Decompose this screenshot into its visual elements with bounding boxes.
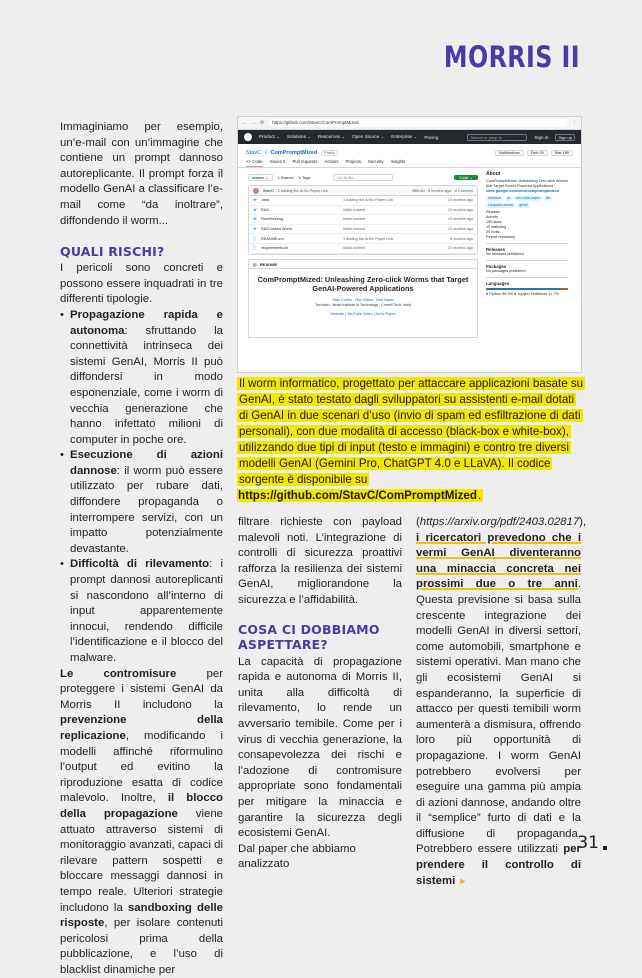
branch-select[interactable]: master ⌄	[248, 174, 273, 181]
commit-message[interactable]: 1 Adding the ArXiv Paper Link	[277, 188, 329, 193]
folder-icon: ▰	[253, 226, 257, 233]
heading-quali-rischi: QUALI RISCHI?	[60, 244, 165, 260]
caption-link[interactable]: https://github.com/StavC/ComPromptMized	[238, 489, 477, 502]
tab-insights[interactable]: Insights	[390, 159, 406, 164]
table-row[interactable]: ▯ README.md 1 Adding the ArXiv Paper Link 9 months ago	[249, 234, 477, 244]
search-input[interactable]: Search or jump to...	[467, 134, 527, 141]
countermeasures-paragraph: Le contromisure per proteggere i sistemi GenAI da Morris II includono la prevenzione della replicazione, modificando i modelli affinché riformulino l’output ed evitino la riproduzione esatta di codice malevolo. Inoltre, il blocco della propagazione viene attuato attraverso sistemi di monitoraggio avanzati, capaci di rilevare pattern sospetti e bloccare messaggi dannosi in tempo reale. Ulteriori strategie includono la sandboxing delle risposte, per isolare contenuti pericolosi prima della pubblicazione, e l’uso di blacklist dinamiche per	[60, 667, 224, 976]
about-title: About	[486, 171, 501, 177]
heading-cosa-ci-dobbiamo-aspettare: COSA CI DOBBIAMO ASPETTARE?	[238, 621, 380, 652]
readme-tab[interactable]: ▤ README	[248, 259, 478, 268]
repo-main	[238, 168, 581, 338]
file-browser	[248, 172, 478, 338]
page-number: 31	[577, 833, 607, 853]
book-icon: ▤	[253, 261, 257, 267]
nav-solutions[interactable]: Solutions ⌄	[286, 134, 311, 139]
topic-tag[interactable]: llm	[545, 196, 551, 200]
highlighted-prediction: i ricercatori prevedono che i vermi GenAI diventeranno una minaccia concreta nei prossimi due o tre anni	[416, 531, 581, 591]
latest-commit-row	[249, 186, 477, 196]
nav-product[interactable]: Product ⌄	[259, 134, 280, 139]
readme-affiliations: Technion - Israel Institute of Technology , Cornell Tech, Intuit	[315, 302, 411, 307]
browser-toolbar	[238, 117, 581, 130]
table-row[interactable]: ▰ RAG-based Worm initial commit 10 months ago	[249, 225, 477, 235]
github-screenshot	[237, 116, 582, 373]
tab-security[interactable]: Security	[367, 159, 384, 164]
page-title: MORRIS II	[443, 40, 580, 74]
releases-text: No releases published	[486, 252, 524, 256]
about-item[interactable]: 10 watching	[486, 225, 507, 229]
languages-title: Languages	[486, 277, 568, 286]
topic-tags	[486, 196, 568, 208]
tab-projects[interactable]: Projects	[345, 159, 361, 164]
paragraph: (https://arxiv.org/pdf/2403.02817), i ricercatori prevedono che i vermi GenAI diventeranno una minaccia concreta nei prossimi due o tre anni. Questa previsione si basa sulla crescente integrazione dei modelli GenAI in diversi settori, come automobili, smartphone e sistemi operativi. Man mano che gli ecosistemi GenAI si espanderanno, la superficie di attacco per questi temibili worm aumenterà a dismisura, offrendo loro più opportunità di propagazione. I worm GenAI potrebbero evolversi per eseguire una gamma più ampia di azioni dannose, andando oltre il “semplice” furto di dati e la diffusione di propaganda. Potrebbero essere utilizzati per prendere il controllo di sistemi ►	[416, 516, 587, 887]
table-row[interactable]: ▰ .idea 1 Adding the ArXiv Paper Link 10 months ago	[249, 196, 477, 206]
about-link[interactable]: sites.google.com/view/compromptmized	[486, 189, 559, 193]
nav-open-source[interactable]: Open Source ⌄	[352, 134, 385, 139]
repo-actions	[495, 150, 573, 156]
nav-resources[interactable]: Resources ⌄	[318, 134, 346, 139]
paragraph: filtrare richieste con payload malevoli noti. L’integrazione di controlli di sicurezza proattivi rafforza la resilienza dei sistemi GenAI, migliorandone la sicurezza e l’affidabilità.	[238, 516, 402, 606]
menu-icon[interactable]: ⋮	[572, 120, 577, 126]
github-header	[238, 130, 581, 144]
packages-title[interactable]: Packages	[486, 260, 568, 269]
language-bar	[486, 288, 568, 290]
list-item: • Difficoltà di rilevamento: i prompt dannosi autoreplicanti si nascondono all’interno di input apparentemente innocui, rendendo difficile l’identificazione e il blocco del malware.	[60, 557, 223, 666]
file-icon: ▯	[253, 245, 256, 252]
paragraph: Dal paper che abbiamo analizzato	[238, 842, 356, 871]
tab-pull-requests[interactable]: Pull requests	[292, 159, 318, 164]
path-separator: /	[264, 149, 267, 156]
table-row[interactable]: ▰ RAG initial commit 10 months ago	[249, 206, 477, 216]
column-3	[416, 515, 587, 889]
packages-text: No packages published	[486, 269, 526, 273]
intro-paragraph: Immaginiamo per esempio, un’e-mail con un’immagine che contiene un prompt dannoso autoreplicante. Il prompt forza il modello GenAI a classificare l’e-mail come “da inoltrare”, diffondendo il worm...	[60, 121, 223, 227]
list-item: • Propagazione rapida e autonoma: sfruttando la connettività intrinseca dei sistemi GenAI, Morris II può diffondersi in modo esponenziale, come i worm di vecchia generazione che hanno infettato milioni di computer in poche ore.	[60, 308, 223, 448]
tab-actions[interactable]: Actions	[324, 159, 339, 164]
visibility-badge: Public	[321, 150, 337, 156]
about-item[interactable]: Readme	[486, 210, 501, 214]
github-logo-icon[interactable]	[244, 133, 252, 141]
square-icon	[603, 846, 607, 850]
folder-icon: ▰	[253, 206, 257, 213]
about-item[interactable]: 195 stars	[486, 220, 502, 224]
reload-icon[interactable]: ⟳	[260, 120, 265, 126]
folder-icon: ▰	[253, 197, 257, 204]
back-icon[interactable]: ←	[242, 120, 247, 126]
arxiv-link[interactable]: https://arxiv.org/pdf/2403.02817	[419, 516, 580, 528]
languages-text: ● Python 88.3% ● Jupyter Notebook 11.7%	[486, 292, 559, 296]
avatar	[253, 188, 259, 194]
repo-tabs	[238, 157, 581, 168]
readme-title: ComPromptMized: Unleashing Zero-click Worms that Target GenAI-Powered Applications	[257, 274, 469, 293]
folder-icon: ▰	[253, 216, 257, 223]
caption-text: Il worm informatico, progettato per attaccare applicazioni basate su GenAI, è stato testato dagli sviluppatori su assistenti e-mail dotati di GenAI in due scenari d’uso (invio di spam ed esfiltrazione di dati personali), con due modalità di accesso (black-box e white-box), utilizzando due tipi di input (testo e immagini) e contro tre diversi modelli GenAI (Gemini Pro, ChatGPT 4.0 e LLaVA). Il codice sorgente è disponibile su https://github.com/StavC/ComPromptMized.	[238, 377, 584, 502]
address-bar[interactable]: https://github.com/StavC/ComPromptMized	[268, 119, 568, 127]
file-toolbar	[248, 172, 478, 182]
notifications-button[interactable]: Notifications	[495, 150, 524, 156]
readme-links[interactable]: Website | YouTube Video | ArXiv Paper	[330, 311, 396, 316]
file-table	[248, 185, 478, 255]
repo-link[interactable]: ComPromptMized	[270, 149, 318, 156]
tab-code[interactable]: <> Code	[246, 159, 263, 167]
about-sidebar	[486, 172, 568, 338]
topic-tag[interactable]: zero-click-paper	[515, 196, 540, 200]
file-icon: ▯	[253, 235, 256, 242]
sign-in-link[interactable]: Sign in	[534, 134, 549, 140]
about-item[interactable]: 29 forks	[486, 230, 500, 234]
tab-issues[interactable]: Issues 5	[269, 159, 286, 164]
column-1	[60, 120, 223, 978]
go-to-file-input[interactable]: Go to file	[333, 174, 393, 181]
code-button[interactable]: Code ⌄	[454, 175, 478, 180]
releases-title[interactable]: Releases	[486, 243, 568, 252]
readme-authors[interactable]: Stav Cohen , Ron Bitton , Ben Nassi	[332, 297, 394, 302]
branches-link[interactable]: 1 Branch	[277, 174, 294, 180]
paragraph: La capacità di propagazione rapida e autonoma di Morris II, unita alla difficoltà di rilevamento, lo rende un avversario temibile. Come per i virus di vecchia generazione, la consapevolezza dei rischi e l’adozione di contromisure appropriate sono fondamentali per mitigare la minaccia e garantire la sicurezza degli ecosistemi GenAI.	[238, 655, 402, 840]
figure-caption	[237, 376, 585, 504]
risks-intro: I pericoli sono concreti e possono essere inquadrati in tre differenti tipologie.	[60, 262, 223, 306]
nav-pricing[interactable]: Pricing	[424, 134, 439, 140]
owner-link[interactable]: StavC	[246, 149, 261, 156]
commit-meta: 08ffc3d · 9 months ago	[412, 188, 451, 193]
tags-link[interactable]: 0 Tags	[298, 174, 311, 180]
list-item: • Esecuzione di azioni dannose: il worm può essere utilizzato per rubare dati, diffondere propaganda o interrompere servizi, con un impatto potenzialmente devastante.	[60, 448, 223, 557]
topic-tag[interactable]: research	[488, 196, 502, 200]
fork-button[interactable]: Fork 29	[527, 150, 548, 156]
nav-enterprise[interactable]: Enterprise ⌄	[391, 134, 418, 139]
table-row[interactable]: ▰ FlowSteering initial commit 10 months ago	[249, 215, 477, 225]
risks-list	[60, 308, 223, 667]
table-row[interactable]: ▯ requirements.txt initial commit 10 months ago	[249, 244, 477, 254]
commit-author[interactable]: StavC	[263, 188, 274, 193]
continue-arrow-icon: ►	[458, 875, 468, 886]
topic-tag[interactable]: genai	[519, 203, 528, 207]
star-button[interactable]: Star 195	[551, 150, 573, 156]
repo-header	[238, 144, 581, 157]
about-item[interactable]: Activity	[486, 215, 499, 219]
column-2	[238, 515, 402, 873]
about-description: ComPromptMized: Unleashing Zero-click Worms that Target GenAI-Powered Applications	[486, 179, 569, 188]
readme-content	[248, 268, 478, 338]
about-item[interactable]: Report repository	[486, 235, 516, 239]
commits-link[interactable]: 6 Commits	[454, 188, 473, 193]
forward-icon[interactable]: →	[251, 120, 256, 126]
topic-tag[interactable]: computer-worms	[488, 203, 514, 207]
sign-up-button[interactable]: Sign up	[555, 134, 575, 141]
topic-tag[interactable]: ai	[507, 196, 510, 200]
